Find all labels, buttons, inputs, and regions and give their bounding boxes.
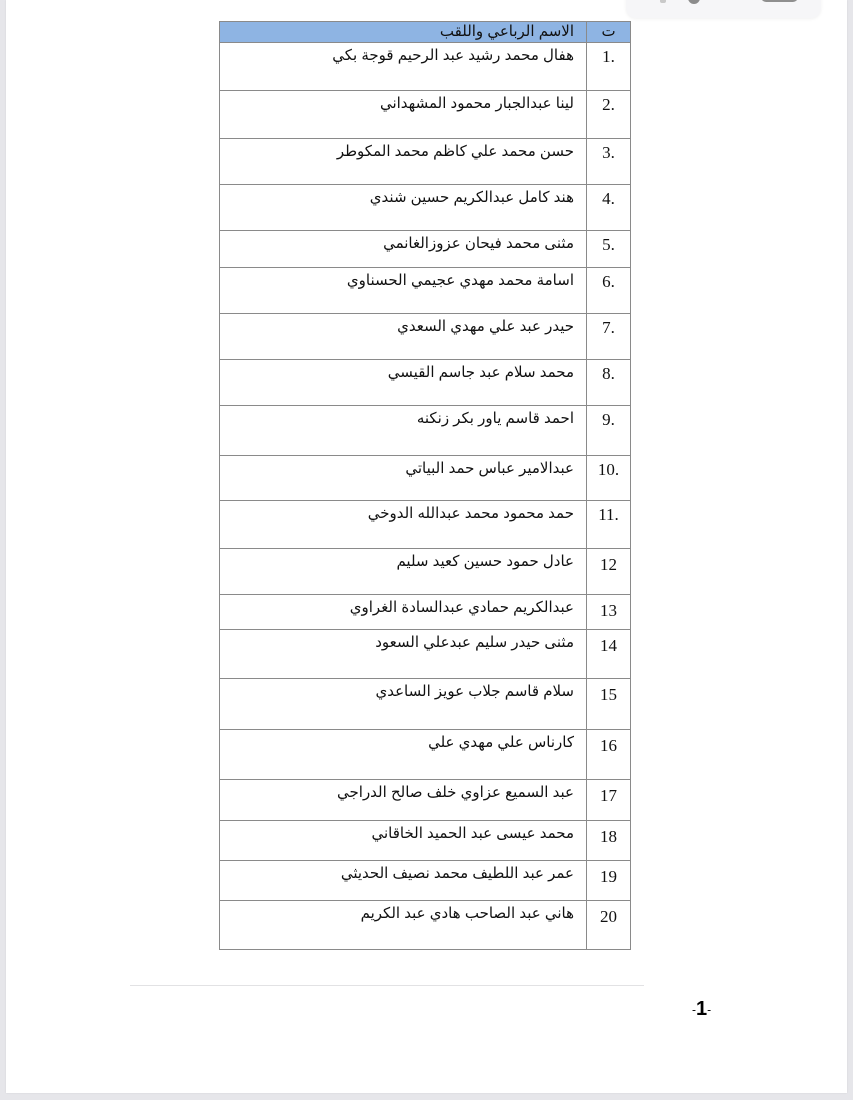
row-number: 2. xyxy=(587,91,631,139)
row-number: 13 xyxy=(587,595,631,630)
table-row xyxy=(220,406,631,456)
table-row xyxy=(220,268,631,314)
column-header-number: ت xyxy=(587,22,631,43)
toolbar-icon[interactable] xyxy=(660,0,666,3)
row-full-name: سلام قاسم جلاب عويز الساعدي xyxy=(220,679,587,730)
row-full-name: محمد عيسى عبد الحميد الخاقاني xyxy=(220,821,587,861)
row-full-name: عبدالكريم حمادي عبدالسادة الغراوي xyxy=(220,595,587,630)
row-full-name: عبد السميع عزاوي خلف صالح الدراجي xyxy=(220,780,587,821)
row-number: 17 xyxy=(587,780,631,821)
row-full-name: عبدالامير عباس حمد البياتي xyxy=(220,456,587,501)
viewer-toolbar xyxy=(626,0,821,18)
footer-divider xyxy=(130,985,644,986)
row-full-name: مثنى حيدر سليم عبدعلي السعود xyxy=(220,630,587,679)
row-number: 9. xyxy=(587,406,631,456)
page-number-dash: - xyxy=(692,1002,696,1017)
row-number: 16 xyxy=(587,730,631,780)
row-number: 1. xyxy=(587,43,631,91)
row-full-name: حمد محمود محمد عبدالله الدوخي xyxy=(220,501,587,549)
table-header-row xyxy=(220,22,631,43)
table-row xyxy=(220,630,631,679)
table-body xyxy=(220,43,631,950)
table-row xyxy=(220,43,631,91)
table-row xyxy=(220,139,631,185)
row-full-name: لينا عبدالجبار محمود المشهداني xyxy=(220,91,587,139)
table-row xyxy=(220,456,631,501)
row-number: 6. xyxy=(587,268,631,314)
row-full-name: عادل حمود حسين كعيد سليم xyxy=(220,549,587,595)
row-number: 7. xyxy=(587,314,631,360)
row-full-name: هفال محمد رشيد عبد الرحيم قوجة بكي xyxy=(220,43,587,91)
row-full-name: كارناس علي مهدي علي xyxy=(220,730,587,780)
row-full-name: حسن محمد علي كاظم محمد المكوطر xyxy=(220,139,587,185)
row-number: 20 xyxy=(587,901,631,950)
table-row xyxy=(220,595,631,630)
row-full-name: مثنى محمد فيحان عزوزالغانمي xyxy=(220,231,587,268)
table-row xyxy=(220,91,631,139)
row-full-name: هاني عبد الصاحب هادي عبد الكريم xyxy=(220,901,587,950)
table-row xyxy=(220,861,631,901)
row-full-name: حيدر عبد علي مهدي السعدي xyxy=(220,314,587,360)
page-number-dash: - xyxy=(707,1002,712,1017)
page-number-value: 1 xyxy=(696,998,708,1020)
page-number xyxy=(692,998,711,1021)
row-number: 10. xyxy=(587,456,631,501)
row-full-name: عمر عبد اللطيف محمد نصيف الحديثي xyxy=(220,861,587,901)
row-number: 12 xyxy=(587,549,631,595)
row-number: 15 xyxy=(587,679,631,730)
table-row xyxy=(220,730,631,780)
table-row xyxy=(220,231,631,268)
table-row xyxy=(220,679,631,730)
row-number: 4. xyxy=(587,185,631,231)
table-row xyxy=(220,901,631,950)
toolbar-icon[interactable] xyxy=(688,0,700,4)
table-row xyxy=(220,549,631,595)
row-number: 3. xyxy=(587,139,631,185)
document-page xyxy=(6,0,847,1093)
row-full-name: محمد سلام عبد جاسم القيسي xyxy=(220,360,587,406)
table-row xyxy=(220,185,631,231)
row-full-name: هند كامل عبدالكريم حسين شندي xyxy=(220,185,587,231)
table-row xyxy=(220,501,631,549)
table-row xyxy=(220,360,631,406)
names-table xyxy=(219,21,631,950)
row-number: 19 xyxy=(587,861,631,901)
table-row xyxy=(220,780,631,821)
row-number: 8. xyxy=(587,360,631,406)
row-number: 11. xyxy=(587,501,631,549)
row-full-name: احمد قاسم ياور بكر زنكنه xyxy=(220,406,587,456)
column-header-name: الاسم الرباعي واللقب xyxy=(220,22,587,43)
toolbar-button[interactable] xyxy=(761,0,798,2)
row-number: 18 xyxy=(587,821,631,861)
table-row xyxy=(220,314,631,360)
table-row xyxy=(220,821,631,861)
row-number: 14 xyxy=(587,630,631,679)
row-number: 5. xyxy=(587,231,631,268)
row-full-name: اسامة محمد مهدي عجيمي الحسناوي xyxy=(220,268,587,314)
